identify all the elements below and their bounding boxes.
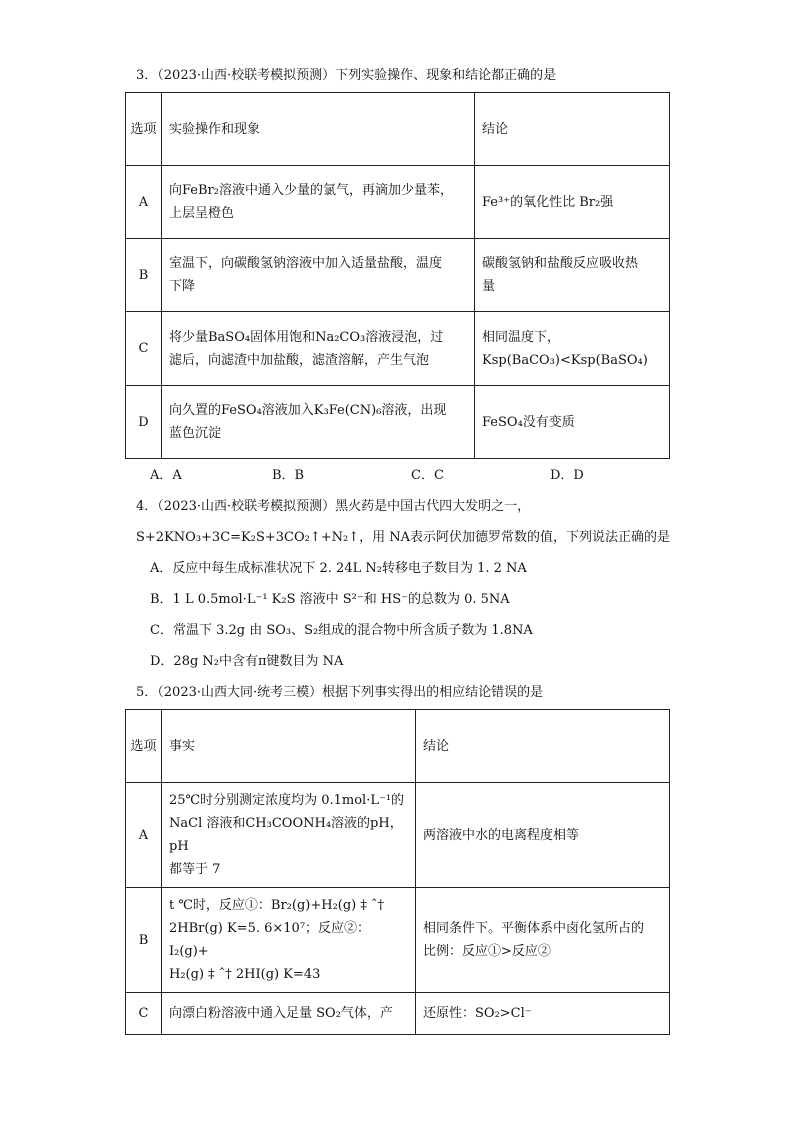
conclusion-line: 还原性：SO₂>Cl⁻ <box>423 1006 532 1021</box>
conclusion-line: 碳酸氢钠和盐酸反应吸收热 <box>482 256 639 271</box>
header-conclusion: 结论 <box>475 93 670 166</box>
conclusion-line: 量 <box>482 279 496 294</box>
question-4-option-c: C．常温下 3.2g 由 SO₃、S₂组成的混合物中所含质子数为 1.8NA <box>150 623 533 638</box>
fact-line: 25℃时分别测定浓度均为 0.1mol·L⁻¹的 <box>169 793 405 808</box>
row-conclusion <box>416 888 670 993</box>
fact-line: 都等于 7 <box>169 862 221 877</box>
header-fact: 事实 <box>162 710 416 783</box>
row-conclusion <box>475 239 670 312</box>
experiment-line: 向FeBr₂溶液中通入少量的氯气，再滴加少量苯， <box>169 183 453 198</box>
row-conclusion <box>416 783 670 888</box>
question-4-option-d: D．28g N₂中含有π键数目为 NA <box>150 654 344 669</box>
conclusion-line: FeSO₄没有变质 <box>482 414 575 430</box>
row-fact <box>162 888 416 993</box>
conclusion-line: Fe³⁺的氧化性比 Br₂强 <box>482 194 614 210</box>
fact-line: 2HBr(g) K=5. 6×10⁷；反应②：I₂(g)+ <box>169 921 371 959</box>
row-fact <box>162 783 416 888</box>
table-row <box>126 888 670 993</box>
conclusion-line: 相同温度下， <box>482 329 561 345</box>
row-option: A <box>126 166 162 239</box>
table-row <box>126 993 670 1035</box>
row-conclusion <box>475 386 670 459</box>
table-row <box>126 166 670 239</box>
question-5-stem: 5．（2023·山西大同·统考三模）根据下列事实得出的相应结论错误的是 <box>136 685 544 700</box>
experiment-line: 上层呈橙色 <box>169 206 235 221</box>
header-option: 选项 <box>126 710 162 783</box>
row-fact <box>162 993 416 1035</box>
question-4-stem-line-1: 4．（2023·山西·校联考模拟预测）黑火药是中国古代四大发明之一， <box>136 499 531 514</box>
fact-line: t ℃时，反应①：Br₂(g)+H₂(g) ‡ ˆ† <box>169 898 385 913</box>
question-4-option-b: B．1 L 0.5mol·L⁻¹ K₂S 溶液中 S²⁻和 HS⁻的总数为 0. 5NA <box>150 592 510 607</box>
row-option: B <box>126 888 162 993</box>
conclusion-line: 比例：反应①>反应② <box>423 944 551 959</box>
table-header-row <box>126 93 670 166</box>
experiment-line: 向久置的FeSO₄溶液加入K₃Fe(CN)₆溶液，出现 <box>169 403 447 418</box>
question-4-stem-line-2: S+2KNO₃+3C=K₂S+3CO₂↑+N₂↑，用 NA表示阿伏加德罗常数的值，下列说法正确的是 <box>136 530 670 545</box>
choice-c: C．C <box>411 468 444 483</box>
row-conclusion <box>475 312 670 386</box>
header-option: 选项 <box>126 93 162 166</box>
experiment-line: 下降 <box>169 279 196 294</box>
fact-line: H₂(g) ‡ ˆ† 2HI(g) K=43 <box>169 967 321 982</box>
experiment-line: 滤后，向滤渣中加盐酸，滤渣溶解，产生气泡 <box>169 352 430 368</box>
row-conclusion <box>416 993 670 1035</box>
row-experiment <box>162 239 475 312</box>
question-3-table <box>125 92 670 459</box>
row-option: C <box>126 312 162 386</box>
question-4-option-a: A．反应中每生成标准状况下 2. 24L N₂转移电子数目为 1. 2 NA <box>150 561 527 576</box>
experiment-line: 将少量BaSO₄固体用饱和Na₂CO₃溶液浸泡，过 <box>169 329 444 345</box>
row-option: C <box>126 993 162 1035</box>
table-row <box>126 783 670 888</box>
header-conclusion: 结论 <box>416 710 670 783</box>
row-option: D <box>126 386 162 459</box>
row-experiment <box>162 386 475 459</box>
experiment-line: 室温下，向碳酸氢钠溶液中加入适量盐酸，温度 <box>169 256 443 271</box>
row-conclusion <box>475 166 670 239</box>
conclusion-line: 两溶液中水的电离程度相等 <box>423 827 580 843</box>
question-5-table <box>125 709 670 1035</box>
table-row <box>126 312 670 386</box>
table-row <box>126 386 670 459</box>
table-header-row <box>126 710 670 783</box>
fact-line: 向漂白粉溶液中通入足量 SO₂气体，产 <box>169 1006 393 1021</box>
experiment-line: 蓝色沉淀 <box>169 426 222 441</box>
header-experiment: 实验操作和现象 <box>162 93 475 166</box>
conclusion-line: Ksp(BaCO₃)<Ksp(BaSO₄) <box>482 352 648 368</box>
row-option: B <box>126 239 162 312</box>
fact-line: NaCl 溶液和CH₃COONH₄溶液的pH，pH <box>169 816 403 854</box>
choice-b: B．B <box>272 468 305 483</box>
row-option: A <box>126 783 162 888</box>
conclusion-line: 相同条件下。平衡体系中卤化氢所占的 <box>423 921 645 936</box>
question-3-stem: 3．（2023·山西·校联考模拟预测）下列实验操作、现象和结论都正确的是 <box>136 68 557 83</box>
choice-d: D．D <box>550 468 584 483</box>
table-row <box>126 239 670 312</box>
choice-a: A．A <box>150 468 182 483</box>
row-experiment <box>162 312 475 386</box>
row-experiment <box>162 166 475 239</box>
